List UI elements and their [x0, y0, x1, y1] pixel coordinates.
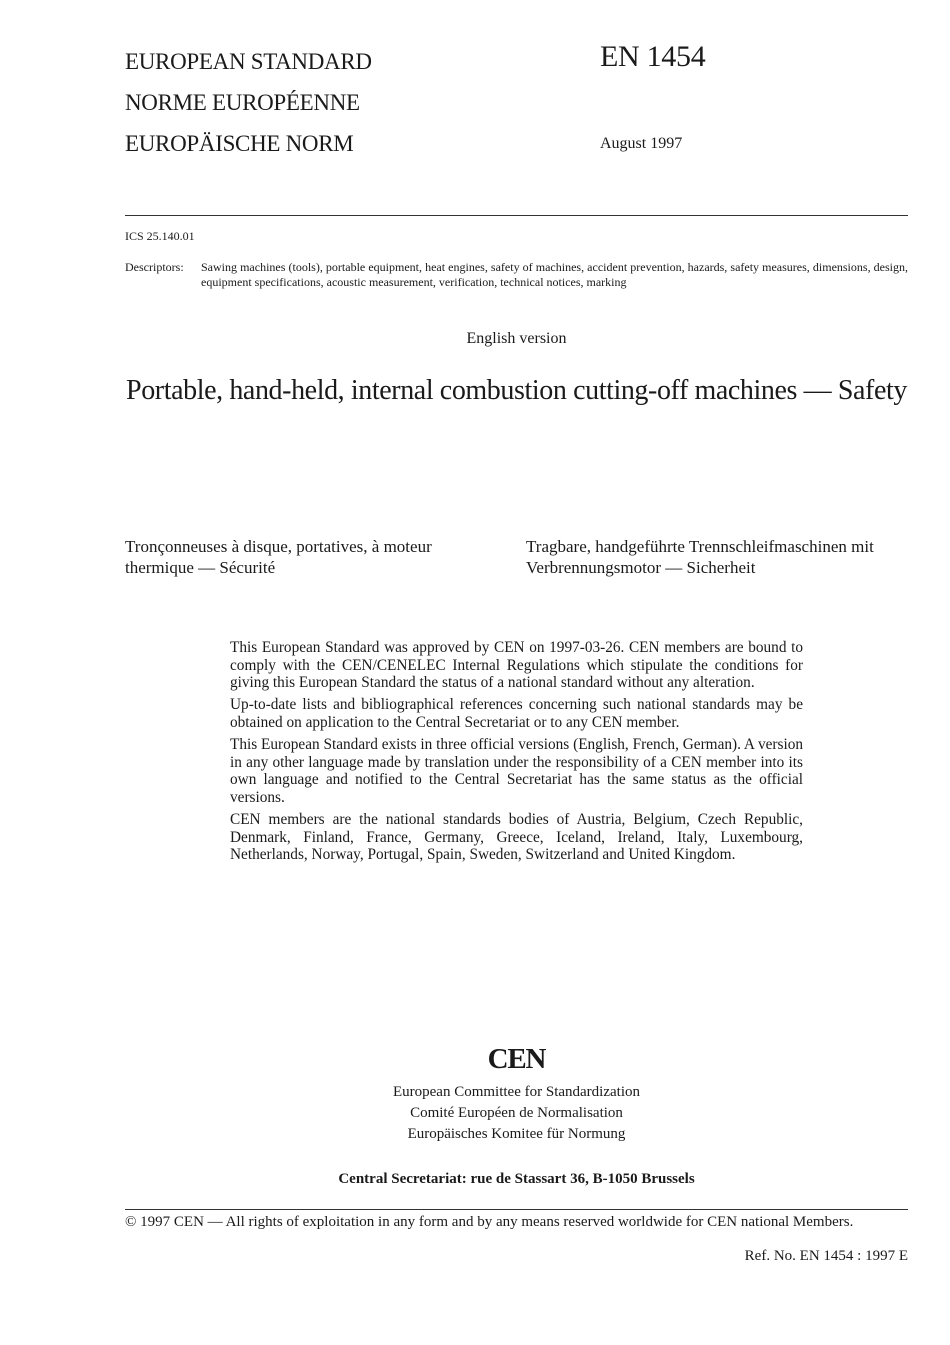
- central-secretariat-address: Central Secretariat: rue de Stassart 36, B-1050 Brussels: [338, 1171, 695, 1187]
- cen-name-german: Europäisches Komitee für Normung: [407, 1126, 626, 1142]
- cen-name-english: European Committee for Standardization: [392, 1084, 640, 1100]
- title-german: Tragbare, handgeführte Trennschleifmaschinen mit Verbrennungsmotor — Sicherheit: [526, 537, 874, 577]
- notice-paragraph: This European Standard exists in three official versions (English, French, German). A version in any other language made by translation under the responsibility of a CEN member into its own language and notified to the Central Secretariat has the same status as the official versions.: [230, 736, 803, 806]
- language-version: English version: [466, 330, 567, 347]
- descriptors-list: Sawing machines (tools), portable equipment, heat engines, safety of machines, accident prevention, hazards, safety measures, dimensions, design, equipment specifications, acoustic measurement, verification, technical notices, marking: [201, 260, 908, 289]
- notice-paragraph: Up-to-date lists and bibliographical references concerning such national standards may be obtained on application to the Central Secretariat or to any CEN member.: [230, 696, 803, 731]
- standard-type-german: EUROPÄISCHE NORM: [125, 131, 354, 156]
- notice-paragraph: CEN members are the national standards bodies of Austria, Belgium, Czech Republic, Denmark, Finland, France, Germany, Greece, Iceland, Ireland, Italy, Luxembourg, Netherlands, Norway, Portugal, Spain, Sweden, Switzerland and United Kingdom.: [230, 811, 803, 864]
- standard-type-french: NORME EUROPÉENNE: [125, 90, 360, 115]
- notice-paragraph: This European Standard was approved by CEN on 1997-03-26. CEN members are bound to comply with the CEN/CENELEC Internal Regulations which stipulate the conditions for giving this European Standard the status of a national standard without any alteration.: [230, 639, 803, 692]
- cen-logo: CEN: [487, 1043, 546, 1075]
- bottom-divider: [125, 1209, 908, 1210]
- copyright-notice: © 1997 CEN — All rights of exploitation in any form and by any means reserved worldwide for CEN national Members.: [125, 1214, 854, 1230]
- descriptors-label: Descriptors:: [125, 260, 184, 274]
- cen-name-french: Comité Européen de Normalisation: [410, 1105, 623, 1121]
- reference-number: Ref. No. EN 1454 : 1997 E: [744, 1248, 908, 1264]
- standard-number: EN 1454: [600, 40, 706, 73]
- document-title: Portable, hand-held, internal combustion cutting-off machines — Safety: [126, 375, 907, 406]
- top-divider: [125, 215, 908, 216]
- ics-code: ICS 25.140.01: [125, 229, 195, 243]
- approval-notice: [230, 639, 803, 869]
- standard-type-english: EUROPEAN STANDARD: [125, 49, 372, 74]
- publication-date: August 1997: [600, 135, 683, 152]
- title-french: Tronçonneuses à disque, portatives, à moteur thermique — Sécurité: [125, 537, 432, 577]
